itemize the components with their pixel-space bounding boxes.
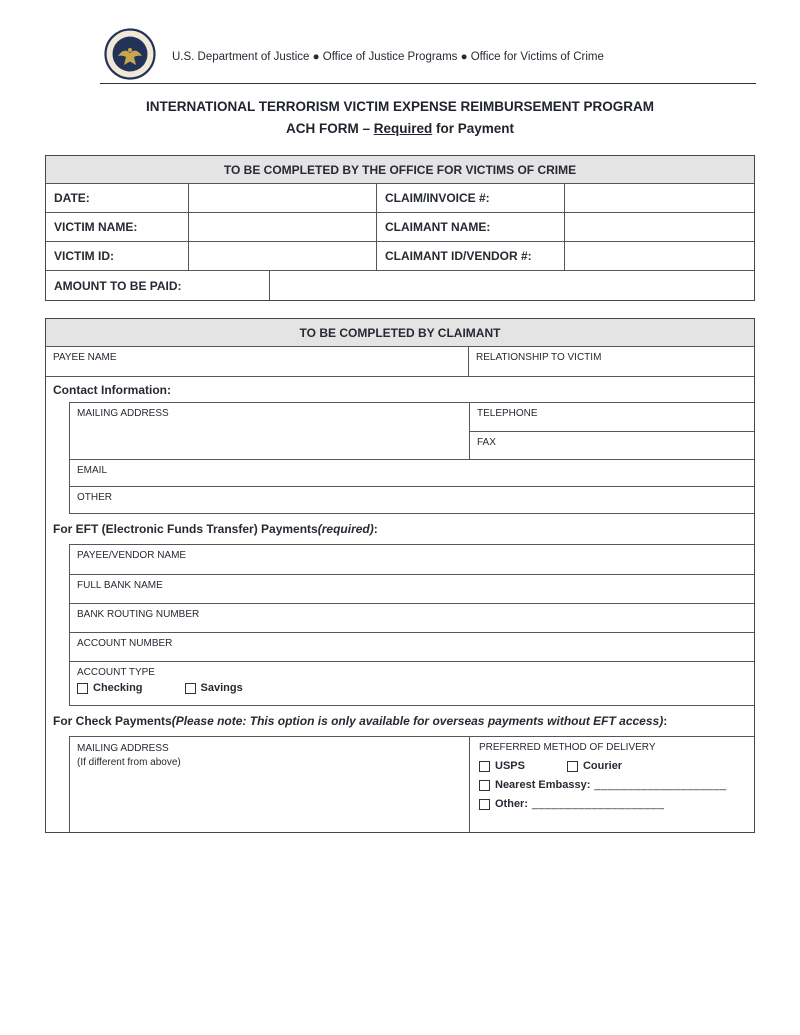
contact-address-row [70, 403, 754, 459]
title2-prefix: ACH FORM – [285, 121, 374, 136]
fax-label: FAX [477, 437, 496, 448]
claimant-name-field[interactable] [564, 213, 754, 241]
check-section-note: (Please note: This option is only available for overseas payments without EFT access) [171, 714, 664, 728]
relationship-to-victim-label: RELATIONSHIP TO VICTIM [476, 352, 602, 363]
eft-payments-section [46, 514, 754, 544]
mailing-address-label: MAILING ADDRESS [77, 408, 169, 419]
victim-id-field[interactable] [188, 242, 376, 270]
account-type-options [77, 682, 747, 694]
eft-section-colon: : [373, 522, 378, 536]
relationship-to-victim-field[interactable] [468, 347, 754, 376]
ovc-row-ids [46, 241, 754, 270]
savings-label: Savings [200, 682, 243, 694]
amount-to-be-paid-field[interactable] [269, 271, 754, 300]
date-field[interactable] [188, 184, 376, 212]
bank-routing-number-label: BANK ROUTING NUMBER [77, 609, 200, 620]
check-mailing-address-note: (If different from above) [77, 757, 181, 768]
email-field[interactable] [70, 459, 754, 486]
delivery-options-row1 [479, 760, 745, 772]
checking-label: Checking [93, 682, 143, 694]
claim-invoice-field[interactable] [564, 184, 754, 212]
telephone-field[interactable] [470, 403, 754, 431]
ovc-row-date-claim [46, 183, 754, 212]
nearest-embassy-label: Nearest Embassy: [495, 779, 591, 791]
account-type-label: ACCOUNT TYPE [77, 667, 155, 678]
eft-required-note: (required) [317, 522, 374, 536]
claimant-id-vendor-label: CLAIMANT ID/VENDOR #: [376, 242, 564, 270]
ovc-row-amount [46, 270, 754, 300]
other-contact-field[interactable] [70, 486, 754, 513]
nearest-embassy-blank[interactable]: ____________________ [594, 779, 727, 791]
eft-block [69, 544, 754, 706]
usps-option [479, 760, 525, 772]
ovc-table-header: TO BE COMPLETED BY THE OFFICE FOR VICTIMS OF CRIME [46, 156, 754, 183]
check-payments-section [46, 706, 754, 736]
form-title-line1: INTERNATIONAL TERRORISM VICTIM EXPENSE REIMBURSEMENT PROGRAM [145, 99, 655, 114]
email-label: EMAIL [77, 465, 108, 476]
payee-relationship-row [46, 346, 754, 376]
check-payments-block [69, 736, 754, 832]
claimant-table [45, 318, 755, 833]
preferred-delivery-label: PREFERRED METHOD OF DELIVERY [479, 742, 656, 753]
victim-name-label: VICTIM NAME: [54, 220, 138, 234]
other-delivery-checkbox[interactable] [479, 799, 490, 810]
contact-information-label: Contact Information: [53, 382, 171, 397]
check-mailing-address-field[interactable] [70, 737, 469, 832]
full-bank-name-field[interactable] [70, 574, 754, 603]
payee-name-label: PAYEE NAME [53, 352, 117, 363]
usps-checkbox[interactable] [479, 761, 490, 772]
doj-seal-icon [104, 28, 156, 80]
eft-section-label: For EFT (Electronic Funds Transfer) Payments [53, 522, 318, 536]
amount-to-be-paid-label: AMOUNT TO BE PAID: [54, 278, 182, 293]
mailing-address-field[interactable] [70, 403, 469, 459]
document-header [0, 0, 800, 80]
victim-id-label: VICTIM ID: [54, 249, 114, 263]
savings-checkbox[interactable] [185, 683, 196, 694]
form-titles [0, 96, 800, 140]
other-delivery-blank[interactable]: ____________________ [532, 798, 665, 810]
full-bank-name-label: FULL BANK NAME [77, 580, 163, 591]
checking-checkbox[interactable] [77, 683, 88, 694]
savings-option [185, 682, 243, 694]
courier-label: Courier [582, 760, 623, 772]
contact-information-section [46, 376, 754, 402]
agency-line: U.S. Department of Justice ● Office of Justice Programs ● Office for Victims of Crime [172, 51, 604, 63]
usps-label: USPS [495, 760, 525, 772]
preferred-delivery-field [469, 737, 754, 832]
courier-checkbox[interactable] [567, 761, 578, 772]
check-mailing-address-label: MAILING ADDRESS [77, 743, 169, 754]
telephone-label: TELEPHONE [477, 408, 538, 419]
title2-suffix: for Payment [432, 121, 515, 136]
fax-field[interactable] [470, 431, 754, 459]
payee-vendor-name-label: PAYEE/VENDOR NAME [77, 550, 187, 561]
header-divider [100, 83, 756, 84]
claim-invoice-label: CLAIM/INVOICE #: [376, 184, 564, 212]
ovc-table [45, 155, 755, 301]
ovc-row-names [46, 212, 754, 241]
claimant-table-header: TO BE COMPLETED BY CLAIMANT [46, 319, 754, 346]
delivery-options-row2 [479, 779, 745, 791]
telephone-fax-column [469, 403, 754, 459]
account-number-field[interactable] [70, 632, 754, 661]
delivery-options-row3 [479, 798, 745, 810]
title2-required: Required [373, 121, 433, 136]
check-payments-row [70, 737, 754, 832]
payee-vendor-name-field[interactable] [70, 545, 754, 574]
claimant-id-vendor-field[interactable] [564, 242, 754, 270]
bank-routing-number-field[interactable] [70, 603, 754, 632]
account-number-label: ACCOUNT NUMBER [77, 638, 173, 649]
check-section-colon: : [663, 714, 668, 728]
other-contact-label: OTHER [77, 492, 112, 503]
checking-option [77, 682, 143, 694]
payee-name-field[interactable] [46, 347, 468, 376]
claimant-name-label: CLAIMANT NAME: [376, 213, 564, 241]
courier-option [567, 760, 622, 772]
form-title-line2 [0, 118, 800, 140]
victim-name-field[interactable] [188, 213, 376, 241]
account-type-field [70, 661, 754, 705]
nearest-embassy-checkbox[interactable] [479, 780, 490, 791]
check-section-label: For Check Payments [53, 714, 172, 728]
date-label: DATE: [54, 191, 90, 205]
other-delivery-label: Other: [495, 798, 528, 810]
contact-information-block [69, 402, 754, 514]
